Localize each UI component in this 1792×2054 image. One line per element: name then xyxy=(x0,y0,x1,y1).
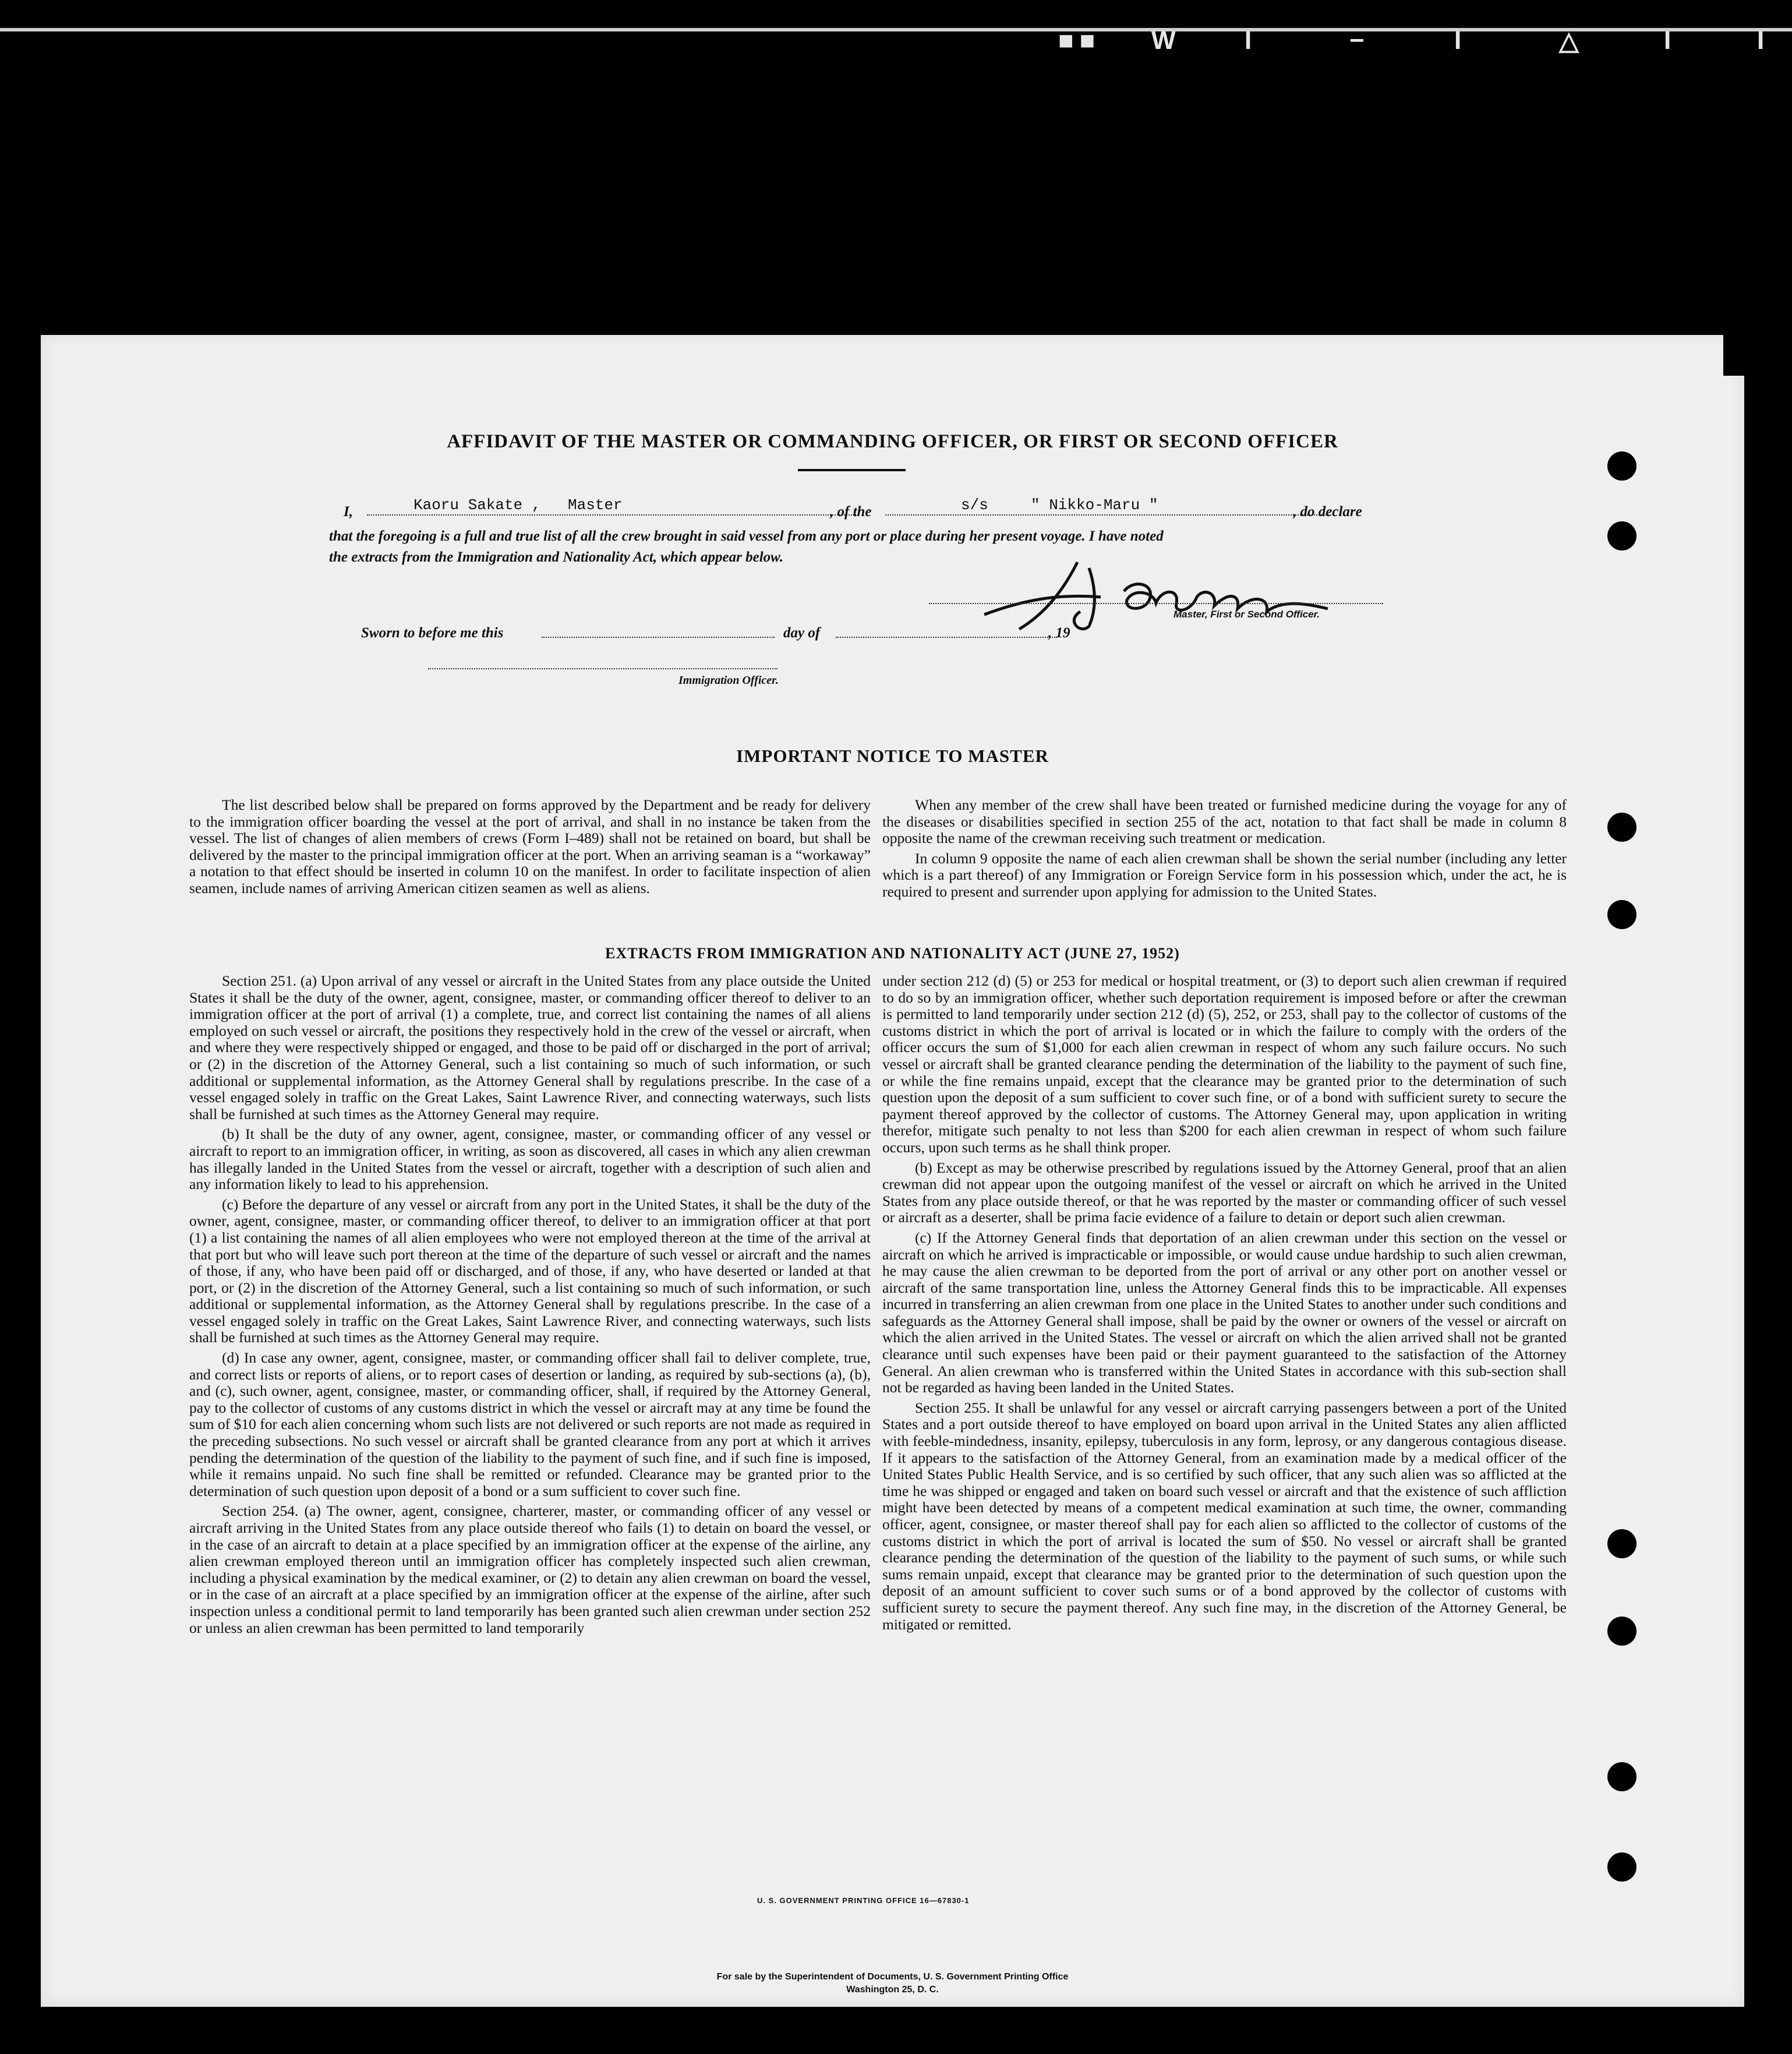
printer-line: U. S. GOVERNMENT PRINTING OFFICE 16—67830-1 xyxy=(757,1896,970,1905)
name-line xyxy=(367,514,856,516)
officer-caption: Immigration Officer. xyxy=(678,674,779,687)
punch-hole xyxy=(1607,1529,1637,1558)
edge-mark: I xyxy=(1245,26,1258,55)
officer-line xyxy=(428,668,777,669)
punch-hole xyxy=(1607,813,1637,842)
vessel-name: " Nikko-Maru " xyxy=(1031,496,1158,514)
notice-title: IMPORTANT NOTICE TO MASTER xyxy=(736,746,1049,766)
i-label: I, xyxy=(344,504,353,520)
notice-paragraph: When any member of the crew shall have been treated or furnished medicine during the voyage for any of the diseases or disabilities specified in section 255 of the act, notation to that fact shall be made in column 8 opposite the name of the crewman receiving such treatment or medication. xyxy=(882,796,1567,847)
day-of-label: day of xyxy=(783,625,821,641)
sworn-label: Sworn to before me this xyxy=(361,625,504,641)
section-paragraph: (b) It shall be the duty of any owner, agent, consignee, master, or commanding officer of any vessel or aircraft to report to an immigration officer, in writing, as soon as discovered, all cases in which any alien crewman has illegally landed in the United States from the vessel or aircraft, together with a description of such alien and any information likely to lead to his apprehension. xyxy=(189,1125,871,1193)
master-name: Kaoru Sakate , xyxy=(413,496,541,514)
section-paragraph: (b) Except as may be otherwise prescribed by regulations issued by the Attorney General, proof that an alien crewman did not appear upon the outgoing manifest of the vessel or aircraft on which he arrived in the United States from any place outside thereof, or that he was reported by the master or commanding officer of such vessel or aircraft as a deserter, shall be prima facie evidence of a failure to detain or deport such alien crewman. xyxy=(882,1159,1567,1226)
vessel-prefix: s/s xyxy=(961,496,988,514)
extracts-right-column xyxy=(882,973,1567,1636)
title-rule xyxy=(798,469,906,471)
edge-mark: ■■ xyxy=(1058,26,1101,55)
edge-mark: − xyxy=(1349,26,1370,55)
punch-hole xyxy=(1607,1852,1637,1882)
notice-paragraph: The list described below shall be prepared on forms approved by the Department and be ready for delivery to the immigration officer boarding the vessel at the port of arrival, and shall in no instance be taken from the vessel. The list of changes of alien members of crews (Form I–489) shall not be retained on board, but shall be delivered by the master to the principal immigration officer at the port. When an arriving seaman is a “workaway” a notation to that effect should be inserted in column 10 on the manifest. In order to facilitate inspection of alien seamen, include names of arriving American citizen seamen as well as aliens. xyxy=(189,796,871,897)
section-paragraph: (c) If the Attorney General finds that deportation of an alien crewman under this section on the vessel or aircraft on which he arrived is impracticable or impossible, or would cause undue hardship to such alien crewman, he may cause the alien crewman to be deported from the port of arrival or any other port on another vessel or aircraft of the same transportation line, unless the Attorney General finds this to be impracticable. All expenses incurred in transferring an alien crewman from one place in the United States to another under such conditions and safeguards as the Attorney General shall impose, shall be paid by the owner or owners of the vessel or aircraft on which the alien arrived in the United States. The vessel or aircraft on which the alien arrived shall not be granted clearance until such expenses have been paid or their payment guaranteed to the satisfaction of the Attorney General. An alien crewman who is transferred within the United States in accordance with this sub-section shall not be regarded as having been landed in the United States. xyxy=(882,1229,1567,1396)
punch-hole xyxy=(1607,1617,1637,1646)
section-paragraph: Section 254. (a) The owner, agent, consignee, charterer, master, or commanding officer of any vessel or aircraft arriving in the United States from any place outside thereof who fails (1) to detain on board the vessel, or in the case of an aircraft to detain at a place specified by an immigration officer at the expense of the airline, any alien crewman employed thereon until an immigration officer has completely inspected such alien crewman, including a physical examination by the medical examiner, or (2) to detain any alien crewman on board the vessel, or in the case of an aircraft at a place specified by an immigration officer at the expense of the airline, after such inspection unless a conditional permit to land temporarily has been granted such alien crewman under section 252 or unless an alien crewman has been permitted to land temporarily xyxy=(189,1502,871,1636)
declaration-line: that the foregoing is a full and true list of all the crew brought in said vessel from any port or place during her present voyage. I have noted xyxy=(329,528,1164,544)
sale-line: Washington 25, D. C. xyxy=(846,1985,939,1995)
sworn-day-line xyxy=(542,637,775,638)
page-corner-tab xyxy=(1723,335,1747,376)
master-caption: Master, First or Second Officer. xyxy=(1174,609,1320,620)
section-paragraph: (d) In case any owner, agent, consignee, master, or commanding officer shall fail to deliver complete, true, and correct lists or reports of aliens, or to report cases of desertion or landing, as required by sub-sections (a), (b), and (c), such owner, agent, consignee, master, or commanding officer, shall, if required by the Attorney General, pay to the collector of customs of any customs district in which the vessel or aircraft may at any time be found the sum of $10 for each alien concerning whom such lists are not delivered or such reports are not made as required in the preceding subsections. No such vessel or aircraft shall be granted clearance from any port at which it arrives pending the determination of the question of the liability to the payment of such fine, and if such fine is imposed, while it remains unpaid. No such fine shall be remitted or refunded. Clearance may be granted prior to the determination of such question upon deposit of a bond or a sum sufficient to cover such fine. xyxy=(189,1349,871,1499)
of-the-label: , of the xyxy=(830,504,872,520)
punch-hole xyxy=(1607,521,1637,550)
notice-right-column xyxy=(882,797,1567,904)
edge-mark: I xyxy=(1757,26,1770,55)
sale-line: For sale by the Superintendent of Documents, U. S. Government Printing Office xyxy=(716,1972,1069,1982)
edge-mark: I xyxy=(1664,26,1677,55)
vessel-line xyxy=(885,514,1334,516)
notice-paragraph: In column 9 opposite the name of each alien crewman shall be shown the serial number (including any letter which is a part thereof) of any Immigration or Foreign Service form in his possession which, under the act, he is required to present and surrender upon applying for admission to the United States. xyxy=(882,849,1567,900)
do-declare-label: , do declare xyxy=(1293,504,1362,520)
notice-left-column xyxy=(189,797,871,901)
sworn-month-line xyxy=(836,637,1057,638)
extracts-title: EXTRACTS FROM IMMIGRATION AND NATIONALITY ACT (JUNE 27, 1952) xyxy=(605,945,1180,962)
section-paragraph: (c) Before the departure of any vessel or aircraft from any port in the United States, it shall be the duty of the owner, agent, consignee, master, or commanding officer thereof, to deliver to an immigration officer at that port (1) a list containing the names of all alien employees who were not employed thereon at the time of the arrival at that port but who will leave such port thereon at the time of the departure of such vessel or aircraft and the names of those, if any, who have been paid off or discharged, and of those, if any, who have deserted or landed at that port, or (2) in the discretion of the Attorney General, such a list containing so much of such information, or such additional or supplemental information, as the Attorney General shall by regulations prescribe. In the case of a vessel engaged solely in traffic on the Great Lakes, Saint Lawrence River, and connecting waterways, such lists shall be furnished at such times as the Attorney General may require. xyxy=(189,1195,871,1346)
edge-mark: W xyxy=(1151,26,1182,55)
document-page xyxy=(41,335,1744,2007)
affidavit-title: AFFIDAVIT OF THE MASTER OR COMMANDING OFFICER, OR FIRST OR SECOND OFFICER xyxy=(447,431,1338,452)
edge-mark: △ xyxy=(1559,27,1585,55)
punch-hole xyxy=(1607,451,1637,481)
declaration-line: the extracts from the Immigration and Nationality Act, which appear below. xyxy=(329,549,784,565)
section-paragraph: under section 212 (d) (5) or 253 for medical or hospital treatment, or (3) to deport such alien crewman if required to do so by an immigration officer, whether such deportation requirement is imposed before or after the crewman is permitted to land temporarily under section 212 (d) (5), 252, or 253, shall pay to the collector of customs of the customs district in which the port of arrival is located or in which the failure to comply with the orders of the officer occurs the sum of $1,000 for each alien crewman in respect of whom any such failure occurs. No such vessel or aircraft shall be granted clearance pending the determination of the liability to the payment of such fine, or while the fine remains unpaid, except that the clearance may be granted prior to the determination of such question upon the deposit of a sum sufficient to cover such fine, or of a bond with sufficient surety to secure the payment thereof approved by the collector of customs. The Attorney General may, upon application in writing therefor, mitigate such penalty to not less than $200 for each alien crewman in respect of whom such failure occurs, upon such terms as he shall think proper. xyxy=(882,972,1567,1156)
signature-line xyxy=(929,603,1383,604)
year-label: , 19 xyxy=(1048,625,1070,641)
master-rank: Master xyxy=(568,496,623,514)
punch-hole xyxy=(1607,900,1637,929)
signature xyxy=(978,556,1374,638)
film-edge-marks xyxy=(1058,26,1792,55)
edge-mark: I xyxy=(1454,26,1468,55)
section-paragraph: Section 251. (a) Upon arrival of any vessel or aircraft in the United States from any place outside the United States it shall be the duty of the owner, agent, consignee, master, or commanding officer thereof to deliver to an immigration officer at the port of arrival (1) a complete, true, and correct list containing the names of all aliens employed on such vessel or aircraft, the positions they respectively hold in the crew of the vessel or aircraft, when and where they were respectively shipped or engaged, and those to be paid off or discharged in the port of arrival; or (2) in the discretion of the Attorney General, such a list containing so much of such information, or such additional or supplemental information, as the Attorney General shall by regulations prescribe. In the case of a vessel engaged solely in traffic on the Great Lakes, Saint Lawrence River, and connecting waterways, such lists shall be furnished at such times as the Attorney General may require. xyxy=(189,972,871,1123)
section-paragraph: Section 255. It shall be unlawful for any vessel or aircraft carrying passengers between a port of the United States and a port outside thereof to have employed on board upon arrival in the United States any alien afflicted with feeble-mindedness, insanity, epilepsy, tuberculosis in any form, leprosy, or any dangerous contagious disease. If it appears to the satisfaction of the Attorney General, from an examination made by a medical officer of the United States Public Health Service, and is so certified by such officer, that any such alien was so afflicted at the time he was shipped or engaged and taken on board such vessel or aircraft and that the existence of such affliction might have been detected by means of a competent medical examination at such time, the owner, commanding officer, agent, consignee, or master thereof shall pay for each alien so afflicted to the collector of customs of the customs district in which the port of arrival is located the sum of $50. No vessel or aircraft shall be granted clearance pending the determination of the question of the liability to the payment of such sums, or while such sums remain unpaid, except that clearance may be granted prior to the determination of such question upon the deposit of an amount sufficient to cover such sums or of a bond approved by the collector of customs with sufficient surety to secure the payment thereof. Any such fine may, in the discretion of the Attorney General, be mitigated or remitted. xyxy=(882,1399,1567,1633)
punch-hole xyxy=(1607,1762,1637,1791)
extracts-left-column xyxy=(189,973,871,1640)
